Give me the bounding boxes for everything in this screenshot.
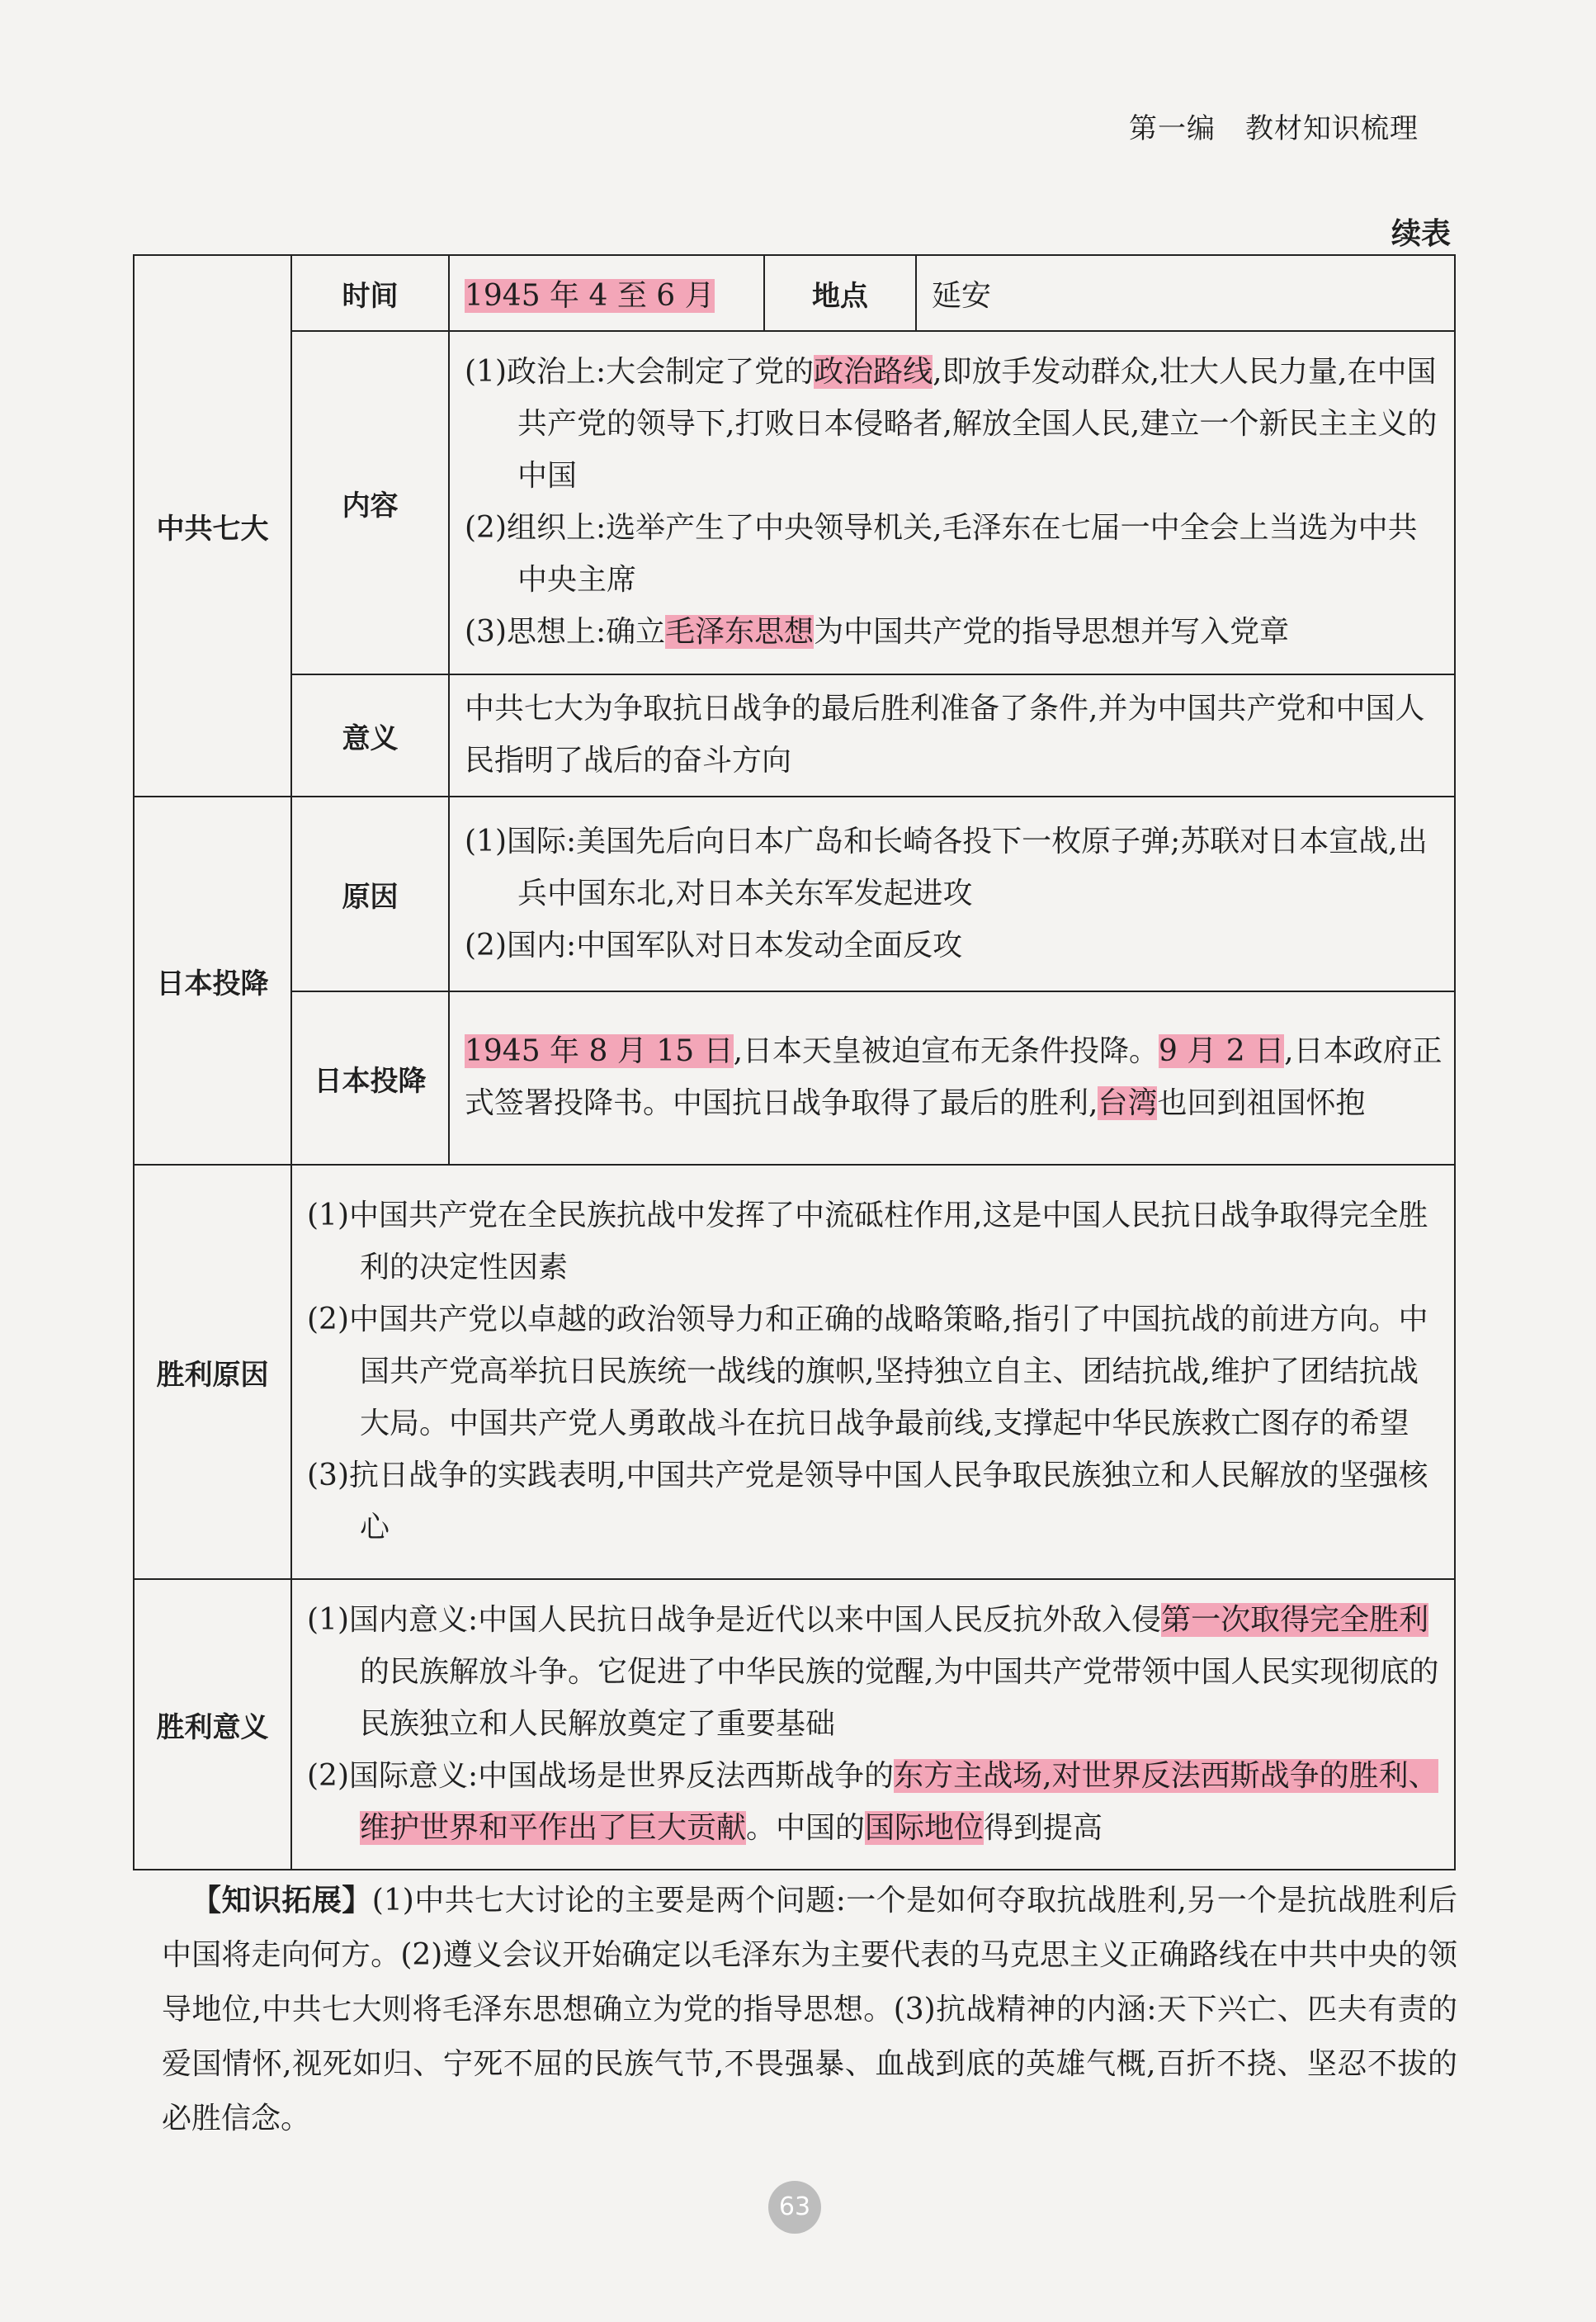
significance-item-1: (1)国内意义:中国人民抗日战争是近代以来中国人民反抗外敌入侵第一次取得完全胜利的民族解放斗争。它促进了中华民族的觉醒,为中国共产党带领中国人民实现彻底的民族独立和人民解放奠定了重要基础 [307,1602,1439,1741]
reason-label: 原因 [291,797,449,991]
meaning-label: 意义 [291,674,449,797]
place-value: 延安 [916,255,1455,331]
note-title: 【知识拓展】 [191,1884,372,1918]
victory-reason-1: (1)中国共产党在全民族抗战中发挥了中流砥柱作用,这是中国人民抗日战争取得完全胜利的决定性因素 [307,1198,1428,1284]
significance-item-2: (2)国际意义:中国战场是世界反法西斯战争的东方主战场,对世界反法西斯战争的胜利、维护世界和平作出了巨大贡献。中国的国际地位得到提高 [307,1758,1438,1845]
place-label: 地点 [764,255,916,331]
significance-cell [291,1579,1455,1870]
page-number: 63 [768,2181,821,2234]
content-cell [449,331,1455,674]
page-header [1129,106,1419,146]
continued-label: 续表 [1391,217,1451,251]
content-item-2: (2)组织上:选举产生了中央领导机关,毛泽东在七届一中全会上当选为中共中央主席 [465,511,1418,597]
surrender-sub-label: 日本投降 [291,991,449,1165]
knowledge-extension [162,1874,1457,2146]
note-text: (1)中共七大讨论的主要是两个问题:一个是如何夺取抗战胜利,另一个是抗战胜利后中国将走向何方。(2)遵义会议开始确定以毛泽东为主要代表的马克思主义正确路线在中共中央的领导地位,中共七大则将毛泽东思想确立为党的指导思想。(3)抗战精神的内涵:天下兴亡、匹夫有责的爱国情怀,视死如归、宁死不屈的民族气节,不畏强暴、血战到底的英雄气概,百折不挠、坚忍不拔的必胜信念。 [162,1884,1457,2135]
content-item-1: (1)政治上:大会制定了党的政治路线,即放手发动群众,壮大人民力量,在中国共产党的领导下,打败日本侵略者,解放全国人民,建立一个新民主主义的中国 [465,355,1438,493]
row-label-reasons: 胜利原因 [134,1165,291,1579]
content-item-3: (3)思想上:确立毛泽东思想为中国共产党的指导思想并写入党章 [465,615,1290,649]
victory-reasons-cell [291,1165,1455,1579]
header-part: 第一编 [1129,112,1216,145]
row-label-significance: 胜利意义 [134,1579,291,1870]
knowledge-table [133,254,1456,1870]
time-label: 时间 [291,255,449,331]
victory-reason-3: (3)抗日战争的实践表明,中国共产党是领导中国人民争取民族独立和人民解放的坚强核心 [307,1458,1428,1544]
content-label: 内容 [291,331,449,674]
header-title: 教材知识梳理 [1245,112,1419,145]
victory-reason-2: (2)中国共产党以卓越的政治领导力和正确的战略策略,指引了中国抗战的前进方向。中国共产党高举抗日民族统一战线的旗帜,坚持独立自主、团结抗战,维护了团结抗战大局。中国共产党人勇敢战斗在抗日战争最前线,支撑起中华民族救亡图存的希望 [307,1302,1428,1440]
time-value-text: 1945 年 4 至 6 月 [465,278,715,313]
reason-item-1: (1)国际:美国先后向日本广岛和长崎各投下一枚原子弹;苏联对日本宣战,出兵中国东北,对日本关东军发起进攻 [465,824,1428,910]
row-label-surrender: 日本投降 [134,797,291,1165]
reason-cell [449,797,1455,991]
meaning-cell: 中共七大为争取抗日战争的最后胜利准备了条件,并为中国共产党和中国人民指明了战后的奋斗方向 [449,674,1455,797]
time-value [449,255,764,331]
row-label-qida: 中共七大 [134,255,291,797]
surrender-cell: 1945 年 8 月 15 日,日本天皇被迫宣布无条件投降。9 月 2 日,日本政府正式签署投降书。中国抗日战争取得了最后的胜利,台湾也回到祖国怀抱 [449,991,1455,1165]
reason-item-2: (2)国内:中国军队对日本发动全面反攻 [465,928,963,962]
